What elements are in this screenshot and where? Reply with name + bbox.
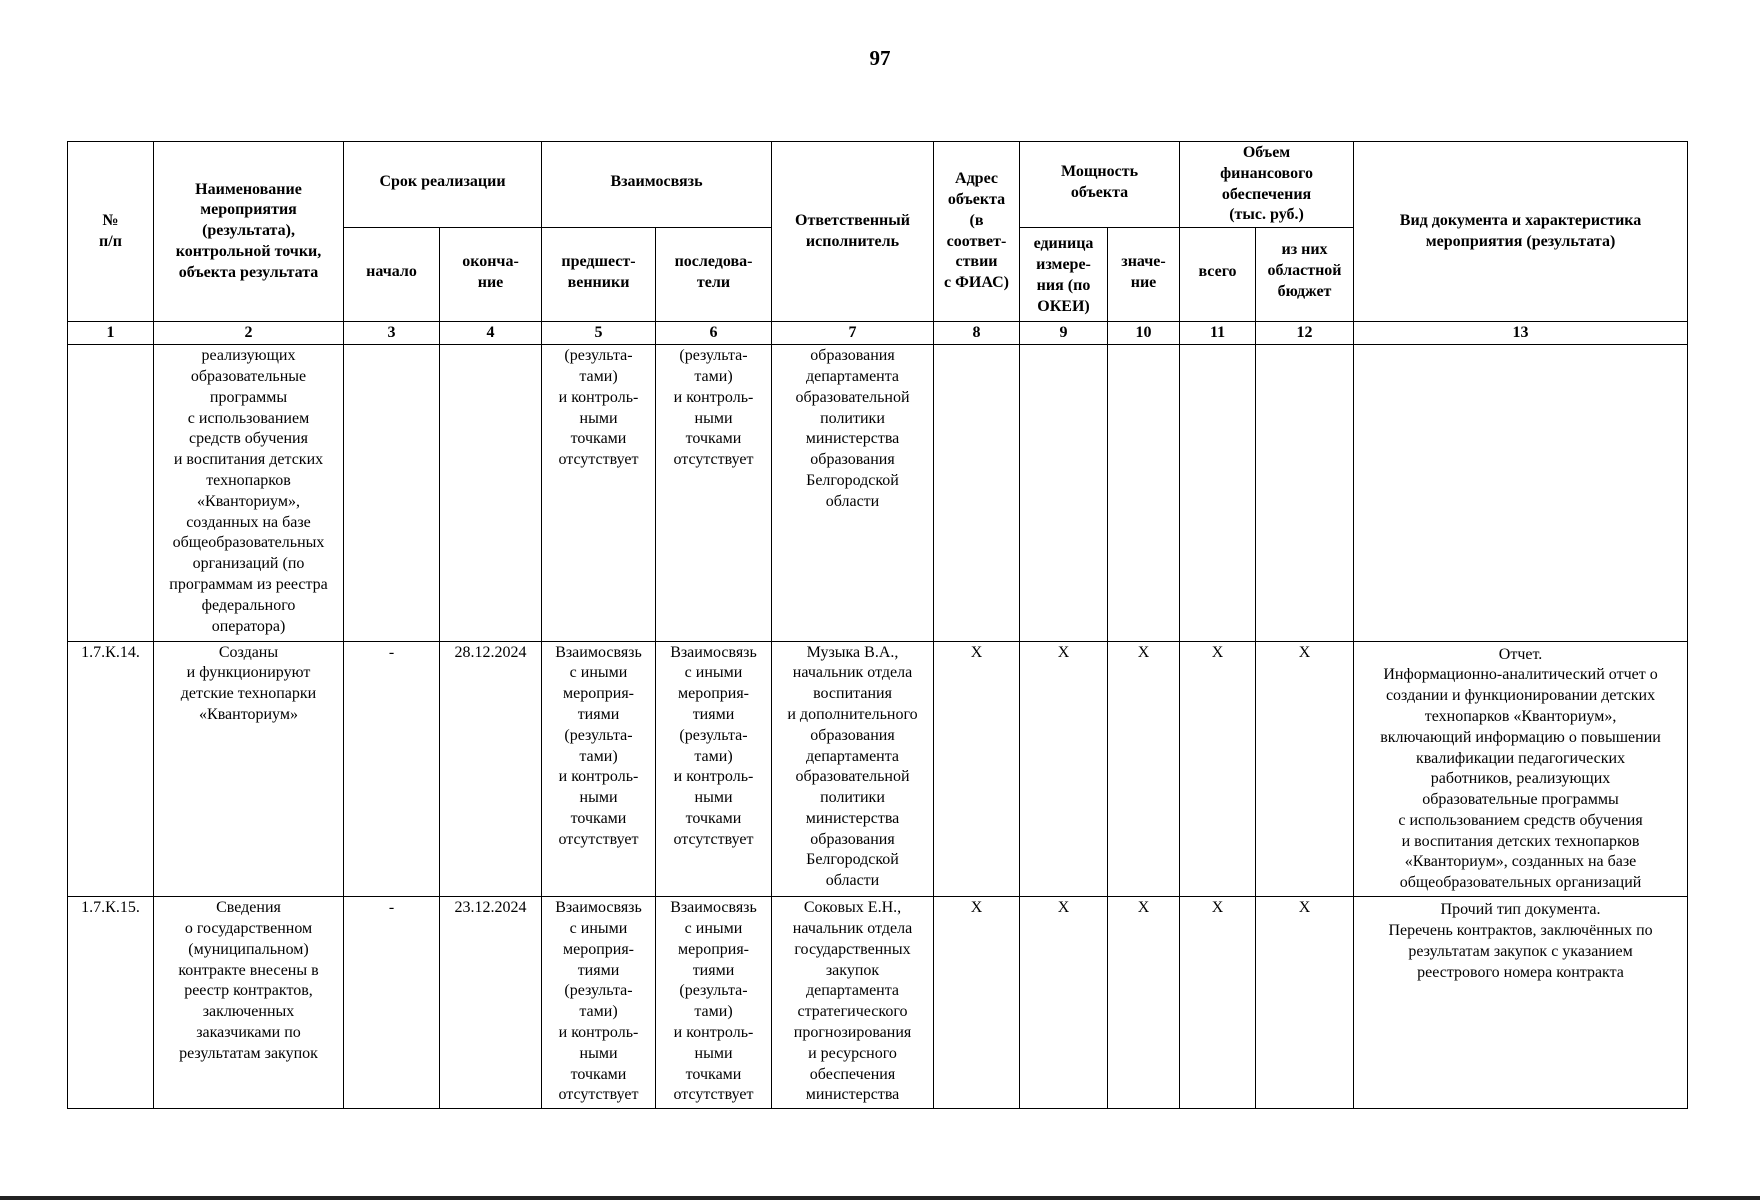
column-number-row bbox=[68, 322, 1688, 345]
column-number: 9 bbox=[1020, 322, 1108, 345]
column-number: 13 bbox=[1354, 322, 1688, 345]
row-address: Х bbox=[934, 641, 1020, 897]
column-number: 6 bbox=[656, 322, 772, 345]
header-address: Адрес объекта (в соответ- ствии с ФИАС) bbox=[934, 142, 1020, 322]
row-total bbox=[1180, 345, 1256, 641]
column-number: 11 bbox=[1180, 322, 1256, 345]
row-next: Взаимосвязь с иными мероприя- тиями (результа- тами) и контроль- ными точками отсутствует bbox=[656, 641, 772, 897]
scan-edge bbox=[0, 1196, 1760, 1200]
column-number: 3 bbox=[344, 322, 440, 345]
header-name: Наименование мероприятия (результата), контрольной точки, объекта результата bbox=[154, 142, 344, 322]
row-name: Созданы и функционируют детские технопарки «Кванториум» bbox=[154, 641, 344, 897]
header-finance: Объем финансового обеспечения (тыс. руб.) bbox=[1180, 142, 1354, 228]
row-unit: Х bbox=[1020, 641, 1108, 897]
header-finance-regional: из них областной бюджет bbox=[1256, 228, 1354, 322]
header-capacity-value: значе- ние bbox=[1108, 228, 1180, 322]
column-number: 7 bbox=[772, 322, 934, 345]
row-address bbox=[934, 345, 1020, 641]
header-capacity-unit: единица измере- ния (по ОКЕИ) bbox=[1020, 228, 1108, 322]
row-doc: Прочий тип документа. Перечень контрактов, заключённых по результатам закупок с указанием реестрового номера контракта bbox=[1354, 897, 1688, 1109]
column-number: 2 bbox=[154, 322, 344, 345]
plan-table bbox=[67, 141, 1688, 1109]
row-end: 28.12.2024 bbox=[440, 641, 542, 897]
row-value: Х bbox=[1108, 641, 1180, 897]
header-period-start: начало bbox=[344, 228, 440, 322]
header-finance-total: всего bbox=[1180, 228, 1256, 322]
row-unit: Х bbox=[1020, 897, 1108, 1109]
row-next: (результа- тами) и контроль- ными точками отсутствует bbox=[656, 345, 772, 641]
row-start: - bbox=[344, 897, 440, 1109]
header-num: № п/п bbox=[68, 142, 154, 322]
column-number: 8 bbox=[934, 322, 1020, 345]
row-end bbox=[440, 345, 542, 641]
row-prev: Взаимосвязь с иными мероприя- тиями (результа- тами) и контроль- ными точками отсутствует bbox=[542, 897, 656, 1109]
table-row bbox=[68, 897, 1688, 1109]
table-row bbox=[68, 345, 1688, 641]
row-responsible: Музыка В.А., начальник отдела воспитания и дополнительного образования департамента образовательной политики министерства образования Белгородской области bbox=[772, 641, 934, 897]
row-regional bbox=[1256, 345, 1354, 641]
row-next: Взаимосвязь с иными мероприя- тиями (результа- тами) и контроль- ными точками отсутствует bbox=[656, 897, 772, 1109]
row-end: 23.12.2024 bbox=[440, 897, 542, 1109]
row-doc: Отчет. Информационно-аналитический отчет о создании и функционировании детских технопарков «Кванториум», включающий информацию о повышении квалификации педагогических работников, реализующих образовательные программы с использованием средств обучения и воспитания детских технопарков «Кванториум», созданных на базе общеобразовательных организаций bbox=[1354, 641, 1688, 897]
header-link: Взаимосвязь bbox=[542, 142, 772, 228]
row-value bbox=[1108, 345, 1180, 641]
column-number: 5 bbox=[542, 322, 656, 345]
column-number: 1 bbox=[68, 322, 154, 345]
header-doc-type: Вид документа и характеристика мероприятия (результата) bbox=[1354, 142, 1688, 322]
table-row bbox=[68, 641, 1688, 897]
row-name: реализующих образовательные программы с использованием средств обучения и воспитания детских технопарков «Кванториум», созданных на базе общеобразовательных организаций (по программам из реестра федерального оператора) bbox=[154, 345, 344, 641]
row-start bbox=[344, 345, 440, 641]
row-total: Х bbox=[1180, 897, 1256, 1109]
row-regional: Х bbox=[1256, 641, 1354, 897]
row-address: Х bbox=[934, 897, 1020, 1109]
header-responsible: Ответственный исполнитель bbox=[772, 142, 934, 322]
row-start: - bbox=[344, 641, 440, 897]
row-prev: Взаимосвязь с иными мероприя- тиями (результа- тами) и контроль- ными точками отсутствует bbox=[542, 641, 656, 897]
row-num bbox=[68, 345, 154, 641]
page-number: 97 bbox=[869, 46, 891, 70]
row-prev: (результа- тами) и контроль- ными точками отсутствует bbox=[542, 345, 656, 641]
header-capacity: Мощность объекта bbox=[1020, 142, 1180, 228]
row-name: Сведения о государственном (муниципальном) контракте внесены в реестр контрактов, заключенных заказчиками по результатам закупок bbox=[154, 897, 344, 1109]
column-number: 12 bbox=[1256, 322, 1354, 345]
row-doc bbox=[1354, 345, 1688, 641]
row-unit bbox=[1020, 345, 1108, 641]
row-responsible: Соковых Е.Н., начальник отдела государственных закупок департамента стратегического прогнозирования и ресурсного обеспечения министерства bbox=[772, 897, 934, 1109]
header-period: Срок реализации bbox=[344, 142, 542, 228]
row-responsible: образования департамента образовательной политики министерства образования Белгородской области bbox=[772, 345, 934, 641]
row-regional: Х bbox=[1256, 897, 1354, 1109]
row-num: 1.7.К.14. bbox=[68, 641, 154, 897]
header-link-next: последова- тели bbox=[656, 228, 772, 322]
row-value: Х bbox=[1108, 897, 1180, 1109]
column-number: 10 bbox=[1108, 322, 1180, 345]
column-number: 4 bbox=[440, 322, 542, 345]
header-link-prev: предшест- венники bbox=[542, 228, 656, 322]
row-total: Х bbox=[1180, 641, 1256, 897]
plan-table-wrapper bbox=[67, 141, 1687, 1109]
row-num: 1.7.К.15. bbox=[68, 897, 154, 1109]
header-period-end: оконча- ние bbox=[440, 228, 542, 322]
